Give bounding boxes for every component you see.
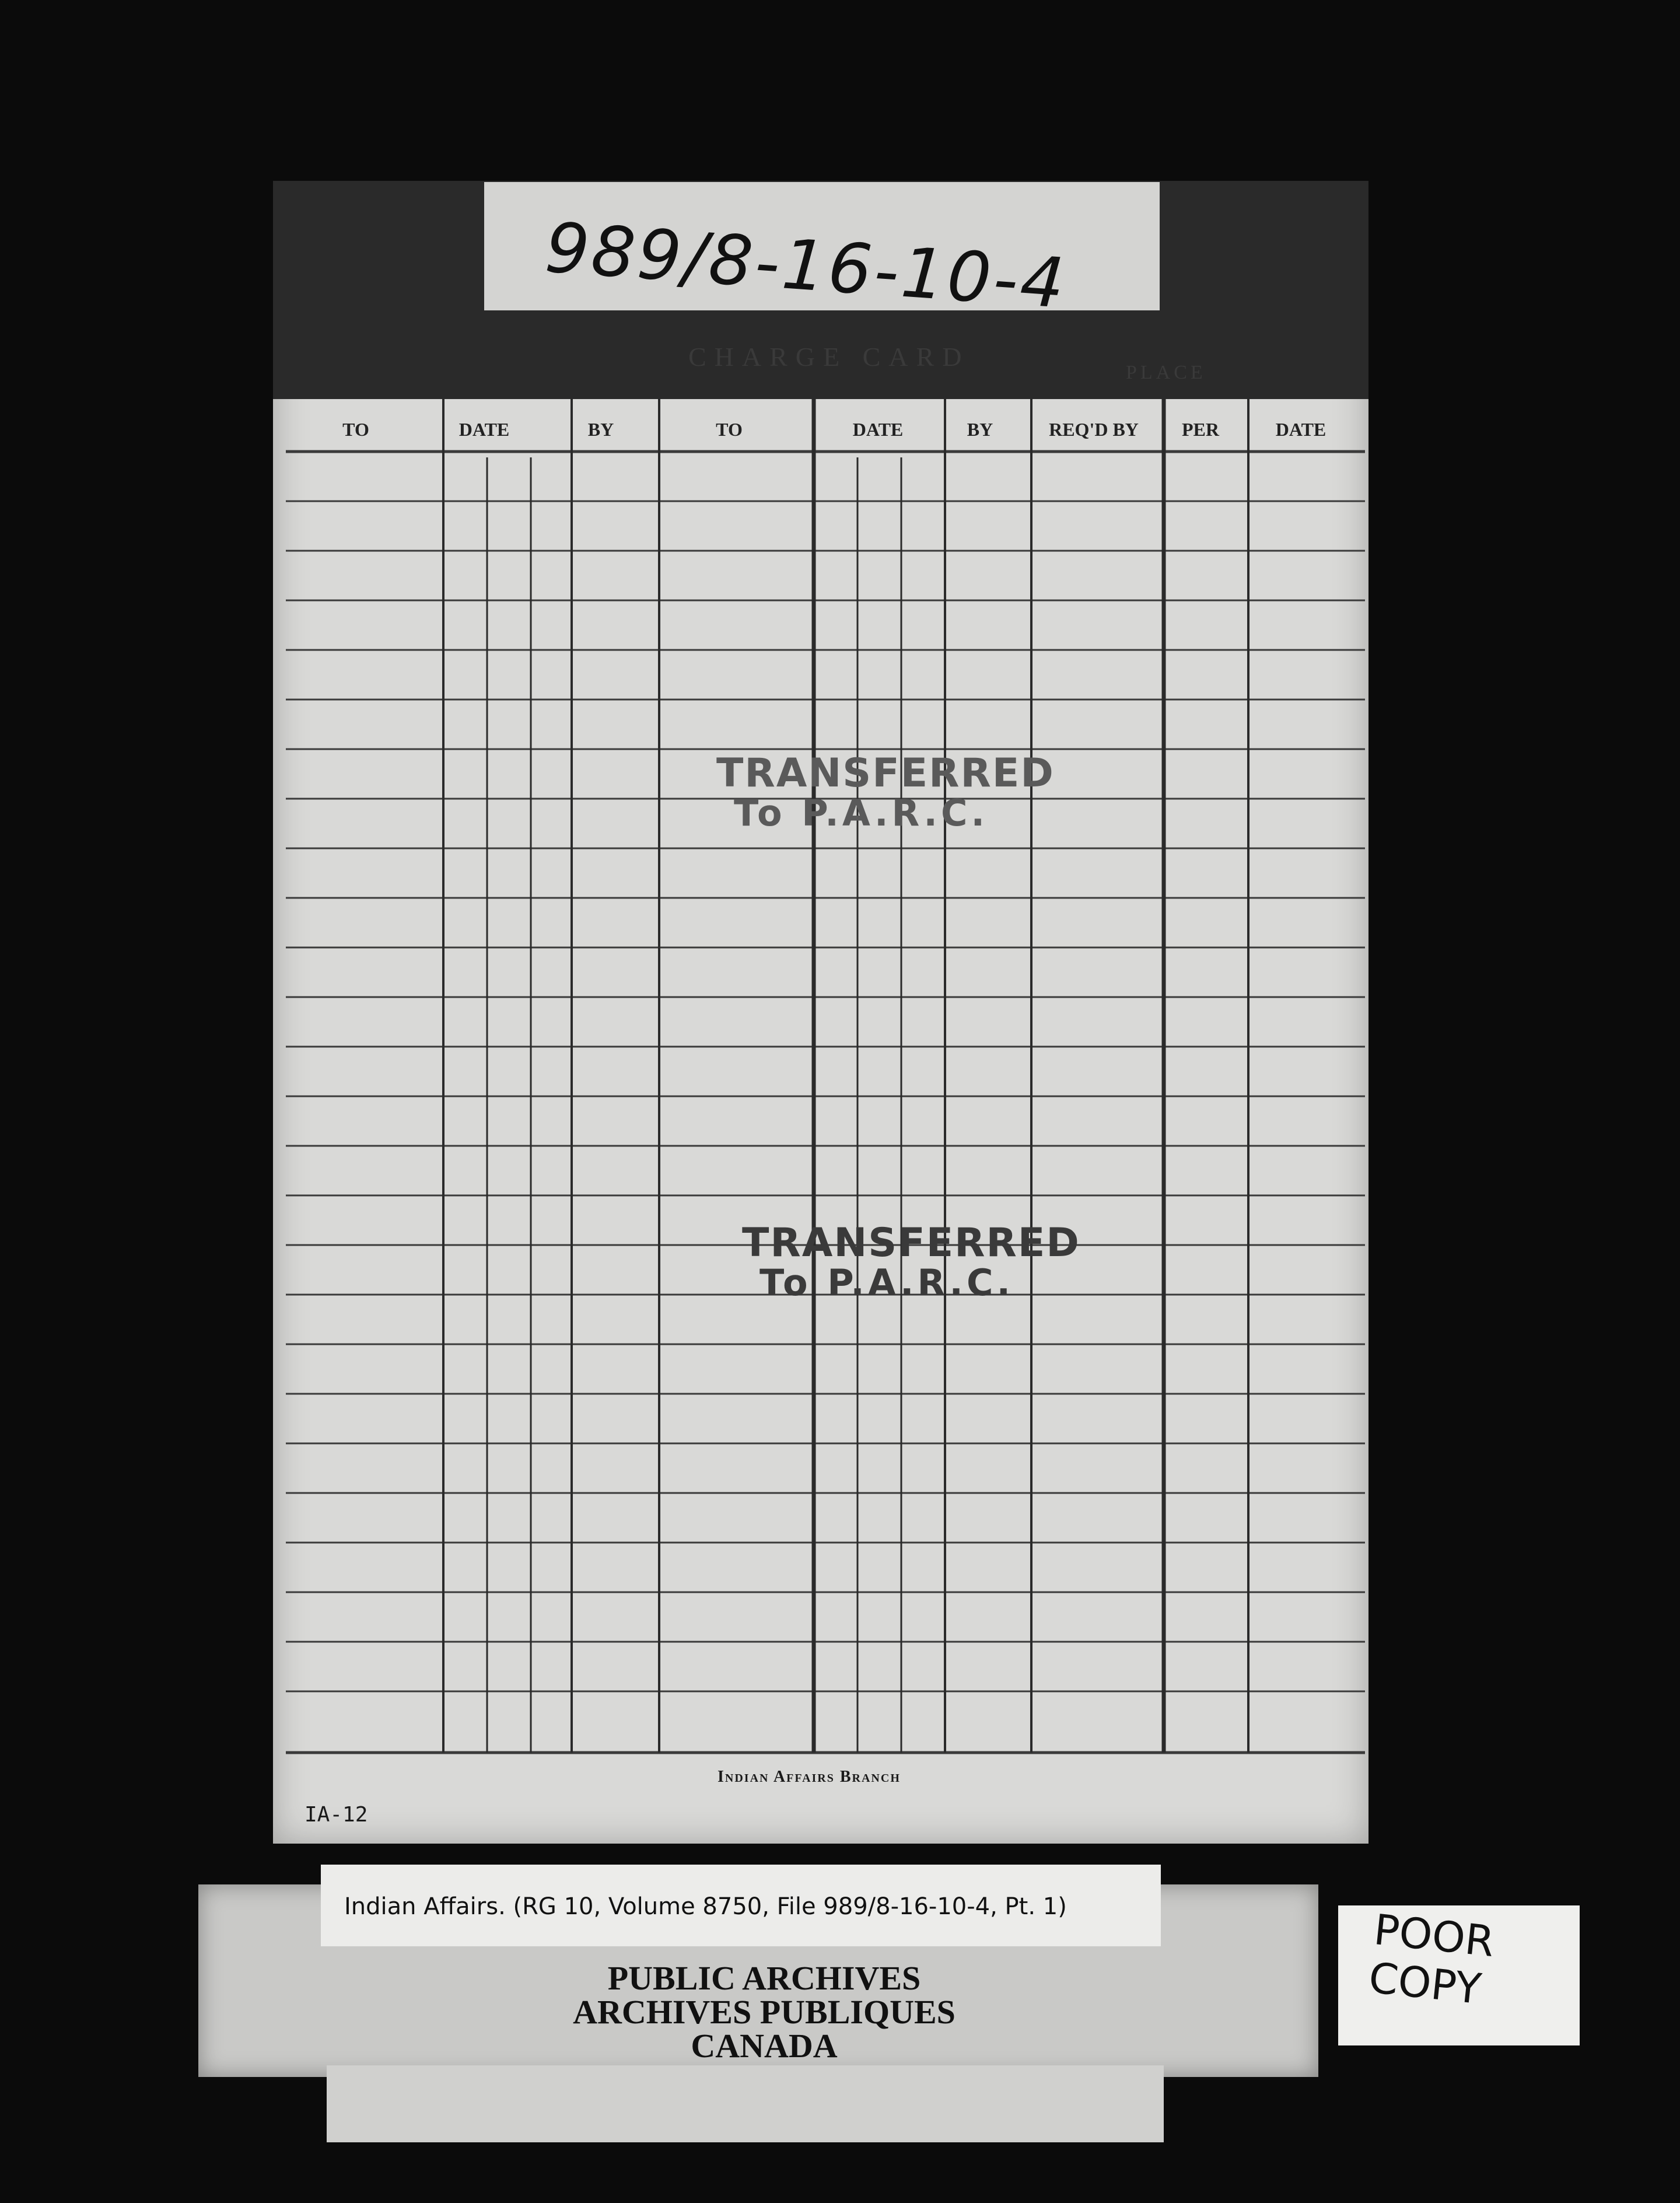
file-number: 989/8-16-10-4 [542,207,1069,324]
col-header-date-1: DATE [459,419,510,440]
col-header-per: PER [1182,419,1219,440]
archive-strip-lower [327,2065,1164,2142]
stamp-line-2: To P.A.R.C. [760,1261,1014,1305]
col-header-reqd-by: REQ'D BY [1049,419,1139,440]
archives-line-1: PUBLIC ARCHIVES [607,1959,921,1997]
note-line-1: POOR [1371,1905,1497,1967]
citation-text: Indian Affairs. (RG 10, Volume 8750, File 989/8-16-10-4, Pt. 1) [344,1893,1067,1920]
col-header-by-1: BY [587,419,614,440]
card-place-label: PLACE [1126,362,1206,383]
archives-title [513,1961,1015,2063]
archives-line-2: ARCHIVES PUBLIQUES [573,1993,956,2031]
col-header-date-3: DATE [1275,419,1326,440]
table-lines [286,399,1365,1758]
col-header-to-1: TO [342,419,369,440]
charge-table [286,399,1365,1758]
stamp-line-1: TRANSFERRED [742,1220,1080,1266]
col-header-by-2: BY [967,419,993,440]
form-code: IA-12 [304,1803,368,1827]
transferred-stamp [716,750,1055,835]
transferred-stamp [742,1220,1080,1305]
archives-line-3: CANADA [691,2027,838,2065]
card-title: CHARGE CARD [688,342,970,372]
branch-label: Indian Affairs Branch [718,1768,901,1786]
col-header-date-2: DATE [852,419,904,440]
col-header-to-2: TO [716,419,743,440]
stamp-line-1: TRANSFERRED [716,750,1055,796]
stamp-line-2: To P.A.R.C. [734,792,989,835]
poor-copy-text [1367,1905,1497,2014]
note-line-2: COPY [1366,1953,1484,2014]
